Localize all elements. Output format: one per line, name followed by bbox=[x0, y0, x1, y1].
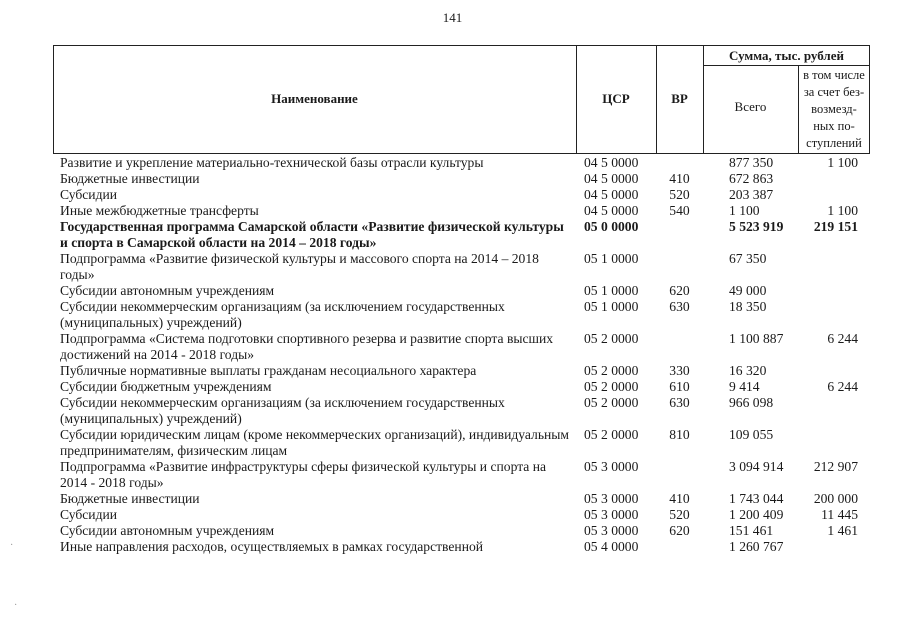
row-total: 203 387 bbox=[729, 187, 774, 202]
row-total: 151 461 bbox=[729, 523, 774, 538]
row-subsidies: 1 100 bbox=[827, 155, 858, 170]
row-total: 16 320 bbox=[729, 363, 767, 378]
header-bottom-rule bbox=[53, 153, 870, 154]
row-subsidies: 6 244 bbox=[827, 331, 858, 346]
row-total: 1 100 887 bbox=[729, 331, 784, 346]
header-subsidies-line: возмезд- bbox=[811, 102, 857, 116]
row-name: Подпрограмма «Развитие физической культуры и массового спорта на 2014 – 2018 годы» bbox=[60, 251, 539, 282]
header-top-rule bbox=[53, 45, 870, 46]
scan-mark: · bbox=[10, 540, 14, 551]
row-total: 67 350 bbox=[729, 251, 767, 266]
budget-table bbox=[53, 155, 870, 555]
table-row bbox=[53, 155, 870, 171]
table-row bbox=[53, 363, 870, 379]
row-vr: 520 bbox=[669, 507, 690, 522]
table-row bbox=[53, 219, 870, 251]
row-subsidies bbox=[798, 427, 870, 459]
header-csr: ЦСР bbox=[602, 91, 630, 106]
table-row bbox=[53, 203, 870, 219]
table-row bbox=[53, 283, 870, 299]
row-name: Субсидии автономным учреждениям bbox=[60, 283, 275, 298]
header-subsidies-line: ступлений bbox=[806, 136, 862, 150]
row-name: Бюджетные инвестиции bbox=[60, 491, 200, 506]
table-row bbox=[53, 523, 870, 539]
header-subsidies-line: ных по- bbox=[813, 119, 855, 133]
row-vr bbox=[656, 459, 703, 491]
row-subsidies bbox=[798, 363, 870, 379]
row-name: Субсидии бюджетным учреждениям bbox=[60, 379, 272, 394]
header-name: Наименование bbox=[271, 91, 358, 106]
table-row bbox=[53, 171, 870, 187]
row-vr bbox=[656, 219, 703, 251]
row-total: 1 743 044 bbox=[729, 491, 784, 506]
row-csr: 05 2 0000 bbox=[584, 331, 639, 346]
row-subsidies bbox=[798, 539, 870, 555]
row-vr: 620 bbox=[669, 283, 690, 298]
row-name: Публичные нормативные выплаты гражданам несоциального характера bbox=[60, 363, 477, 378]
header-total: Всего bbox=[734, 99, 767, 114]
table-row bbox=[53, 299, 870, 331]
row-subsidies: 200 000 bbox=[813, 491, 858, 506]
scan-mark: · bbox=[14, 600, 18, 611]
table-body bbox=[53, 155, 870, 555]
page-number: 141 bbox=[442, 10, 463, 25]
table-row bbox=[53, 507, 870, 523]
table-row bbox=[53, 331, 870, 363]
row-subsidies: 219 151 bbox=[813, 219, 858, 234]
row-csr: 05 1 0000 bbox=[584, 251, 639, 266]
row-total: 966 098 bbox=[729, 395, 774, 410]
row-subsidies bbox=[798, 395, 870, 427]
row-csr: 05 2 0000 bbox=[584, 427, 639, 442]
row-total: 877 350 bbox=[729, 155, 774, 170]
row-name: Подпрограмма «Система подготовки спортивного резерва и развитие спорта высших достижений на 2014 - 2018 годы» bbox=[60, 331, 554, 362]
header-sum-rule bbox=[703, 65, 870, 66]
row-vr: 520 bbox=[669, 187, 690, 202]
row-subsidies bbox=[798, 299, 870, 331]
row-total: 9 414 bbox=[729, 379, 760, 394]
row-name: Подпрограмма «Развитие инфраструктуры сферы физической культуры и спорта на 2014 - 2018 годы» bbox=[60, 459, 547, 490]
row-vr bbox=[656, 155, 703, 171]
row-vr: 330 bbox=[669, 363, 690, 378]
row-vr: 410 bbox=[669, 491, 690, 506]
header-sum-group: Сумма, тыс. рублей bbox=[729, 48, 844, 63]
row-subsidies: 11 445 bbox=[821, 507, 858, 522]
header-subsidies-line: за счет без- bbox=[803, 85, 865, 99]
row-vr: 540 bbox=[669, 203, 690, 218]
row-csr: 04 5 0000 bbox=[584, 203, 639, 218]
header-vr: ВР bbox=[671, 91, 688, 106]
row-name: Субсидии некоммерческим организациям (за исключением государственных (муниципальных) учреждений) bbox=[60, 299, 505, 330]
row-name: Бюджетные инвестиции bbox=[60, 171, 200, 186]
table-row bbox=[53, 251, 870, 283]
row-name: Субсидии автономным учреждениям bbox=[60, 523, 275, 538]
row-subsidies bbox=[798, 171, 870, 187]
row-name: Субсидии bbox=[60, 187, 118, 202]
row-vr: 630 bbox=[669, 395, 690, 410]
row-total: 672 863 bbox=[729, 171, 774, 186]
table-row bbox=[53, 539, 870, 555]
header-subsidies-line: в том числе bbox=[803, 68, 865, 82]
row-csr: 05 3 0000 bbox=[584, 459, 639, 474]
row-name: Субсидии некоммерческим организациям (за исключением государственных (муниципальных) учреждений) bbox=[60, 395, 505, 426]
row-vr bbox=[656, 539, 703, 555]
row-csr: 05 2 0000 bbox=[584, 379, 639, 394]
row-total: 109 055 bbox=[729, 427, 774, 442]
row-vr bbox=[656, 331, 703, 363]
row-csr: 04 5 0000 bbox=[584, 187, 639, 202]
table-header bbox=[53, 45, 870, 154]
row-name: Субсидии юридическим лицам (кроме некоммерческих организаций), индивидуальным предпринимателям, физическим лицам bbox=[60, 427, 570, 458]
row-name: Государственная программа Самарской области «Развитие физической культуры и спорта в Самарской области на 2014 – 2018 годы» bbox=[60, 219, 564, 250]
row-csr: 05 3 0000 bbox=[584, 491, 639, 506]
row-subsidies: 1 461 bbox=[827, 523, 858, 538]
row-csr: 05 1 0000 bbox=[584, 299, 639, 314]
row-subsidies bbox=[798, 187, 870, 203]
row-csr: 05 0 0000 bbox=[584, 219, 639, 234]
row-name: Развитие и укрепление материально-технической базы отрасли культуры bbox=[60, 155, 484, 170]
row-vr: 620 bbox=[669, 523, 690, 538]
row-total: 49 000 bbox=[729, 283, 767, 298]
row-csr: 05 2 0000 bbox=[584, 363, 639, 378]
row-vr bbox=[656, 251, 703, 283]
row-vr: 610 bbox=[669, 379, 690, 394]
table-row bbox=[53, 459, 870, 491]
row-name: Иные межбюджетные трансферты bbox=[60, 203, 259, 218]
row-csr: 05 2 0000 bbox=[584, 395, 639, 410]
table-row bbox=[53, 187, 870, 203]
row-subsidies: 6 244 bbox=[827, 379, 858, 394]
row-csr: 04 5 0000 bbox=[584, 155, 639, 170]
row-total: 3 094 914 bbox=[729, 459, 784, 474]
table-row bbox=[53, 379, 870, 395]
row-total: 1 100 bbox=[729, 203, 760, 218]
row-total: 1 200 409 bbox=[729, 507, 784, 522]
row-csr: 05 3 0000 bbox=[584, 507, 639, 522]
row-vr: 630 bbox=[669, 299, 690, 314]
row-subsidies: 212 907 bbox=[813, 459, 858, 474]
row-total: 18 350 bbox=[729, 299, 767, 314]
row-csr: 04 5 0000 bbox=[584, 171, 639, 186]
row-csr: 05 4 0000 bbox=[584, 539, 639, 554]
header-subsidies bbox=[798, 67, 870, 152]
row-subsidies bbox=[798, 283, 870, 299]
row-vr: 410 bbox=[669, 171, 690, 186]
row-name: Иные направления расходов, осуществляемых в рамках государственной bbox=[60, 539, 484, 554]
row-total: 1 260 767 bbox=[729, 539, 784, 554]
row-csr: 05 3 0000 bbox=[584, 523, 639, 538]
row-total: 5 523 919 bbox=[729, 219, 784, 234]
row-name: Субсидии bbox=[60, 507, 118, 522]
row-subsidies bbox=[798, 251, 870, 283]
table-row bbox=[53, 395, 870, 427]
row-csr: 05 1 0000 bbox=[584, 283, 639, 298]
table-row bbox=[53, 491, 870, 507]
row-vr: 810 bbox=[669, 427, 690, 442]
table-row bbox=[53, 427, 870, 459]
row-subsidies: 1 100 bbox=[827, 203, 858, 218]
